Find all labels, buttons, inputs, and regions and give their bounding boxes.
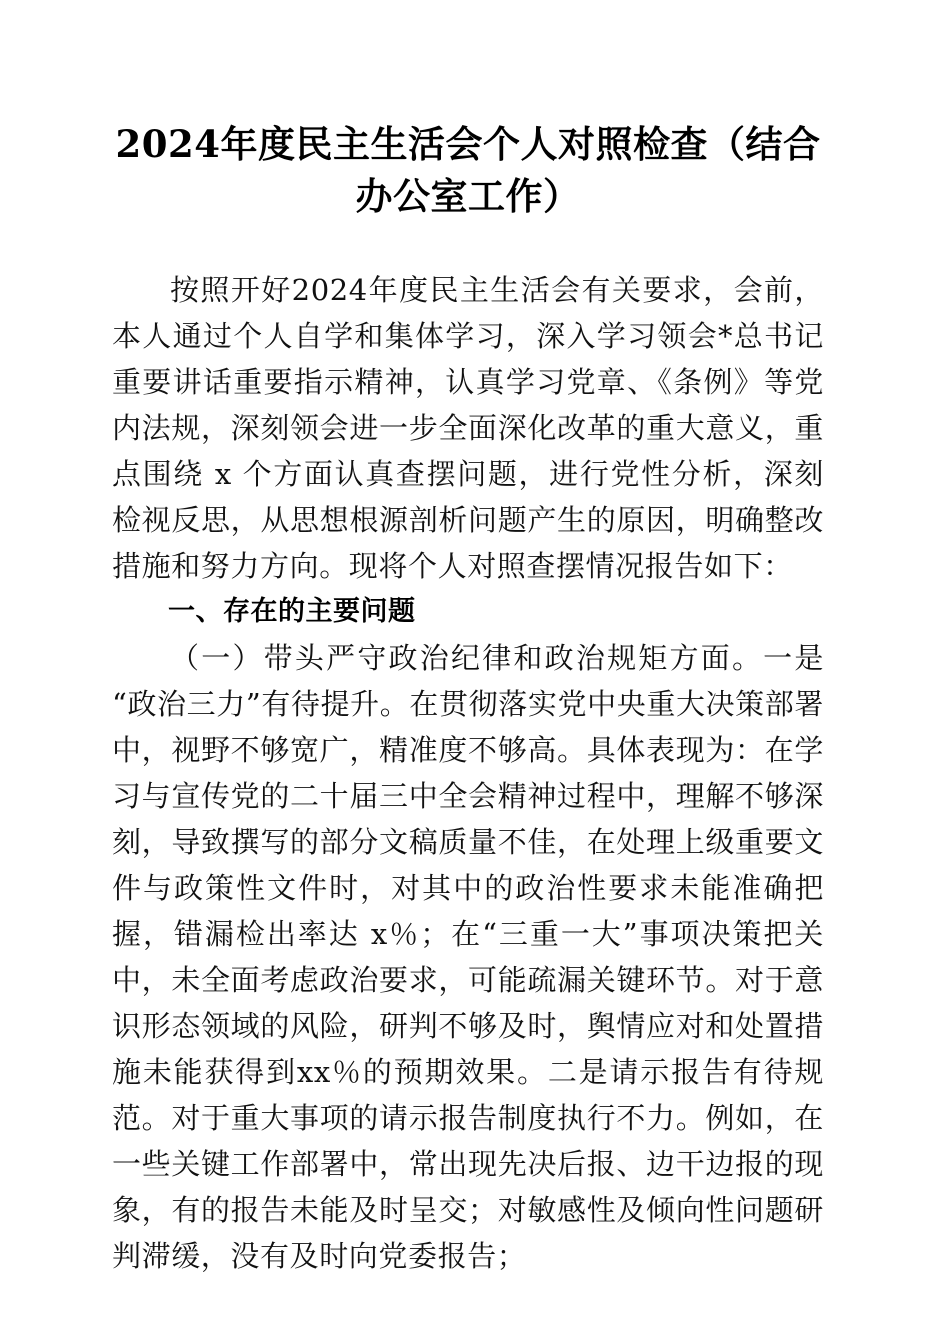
section-heading-main-problems: 一、存在的主要问题 — [168, 596, 416, 627]
page-title — [112, 118, 824, 222]
page-content-area — [112, 118, 824, 1279]
page-title-line-1: 2024年度民主生活会个人对照检查（结合办 — [115, 122, 821, 218]
paragraph-section-1-1: （一）带头严守政治纪律和政治规矩方面。一是“政治三力”有待提升。在贯彻落实党中央重大决策部署中，视野不够宽广，精准度不够高。具体表现为：在学习与宣传党的二十届三中全会精神过程中，理解不够深刻，导致撰写的部分文稿质量不佳，在处理上级重要文件与政策性文件时，对其中的政治性要求未能准确把握，错漏检出率达 x％；在“三重一大”事项决策把关中，未全面考虑政治要求，可能疏漏关键环节。对于意识形态领域的风险，研判不够及时，舆情应对和处置措施未能获得到xx％的预期效果。二是请示报告有待规范。对于重大事项的请示报告制度执行不力。例如，在一些关键工作部署中，常出现先决后报、边干边报的现象，有的报告未能及时呈交；对敏感性及倾向性问题研判滞缓，没有及时向党委报告； — [112, 641, 824, 1273]
paragraph-intro: 按照开好2024年度民主生活会有关要求，会前，本人通过个人自学和集体学习，深入学习领会*总书记重要讲话重要指示精神，认真学习党章、《条例》等党内法规，深刻领会进一步全面深化改革的重大意义，重点围绕 x 个方面认真查摆问题，进行党性分析，深刻检视反思，从思想根源剖析问题产生的原因，明确整改措施和努力方向。现将个人对照查摆情况报告如下： — [112, 273, 824, 583]
title-body-spacer — [112, 222, 824, 267]
page-title-line-2: 公室工作） — [393, 174, 581, 218]
